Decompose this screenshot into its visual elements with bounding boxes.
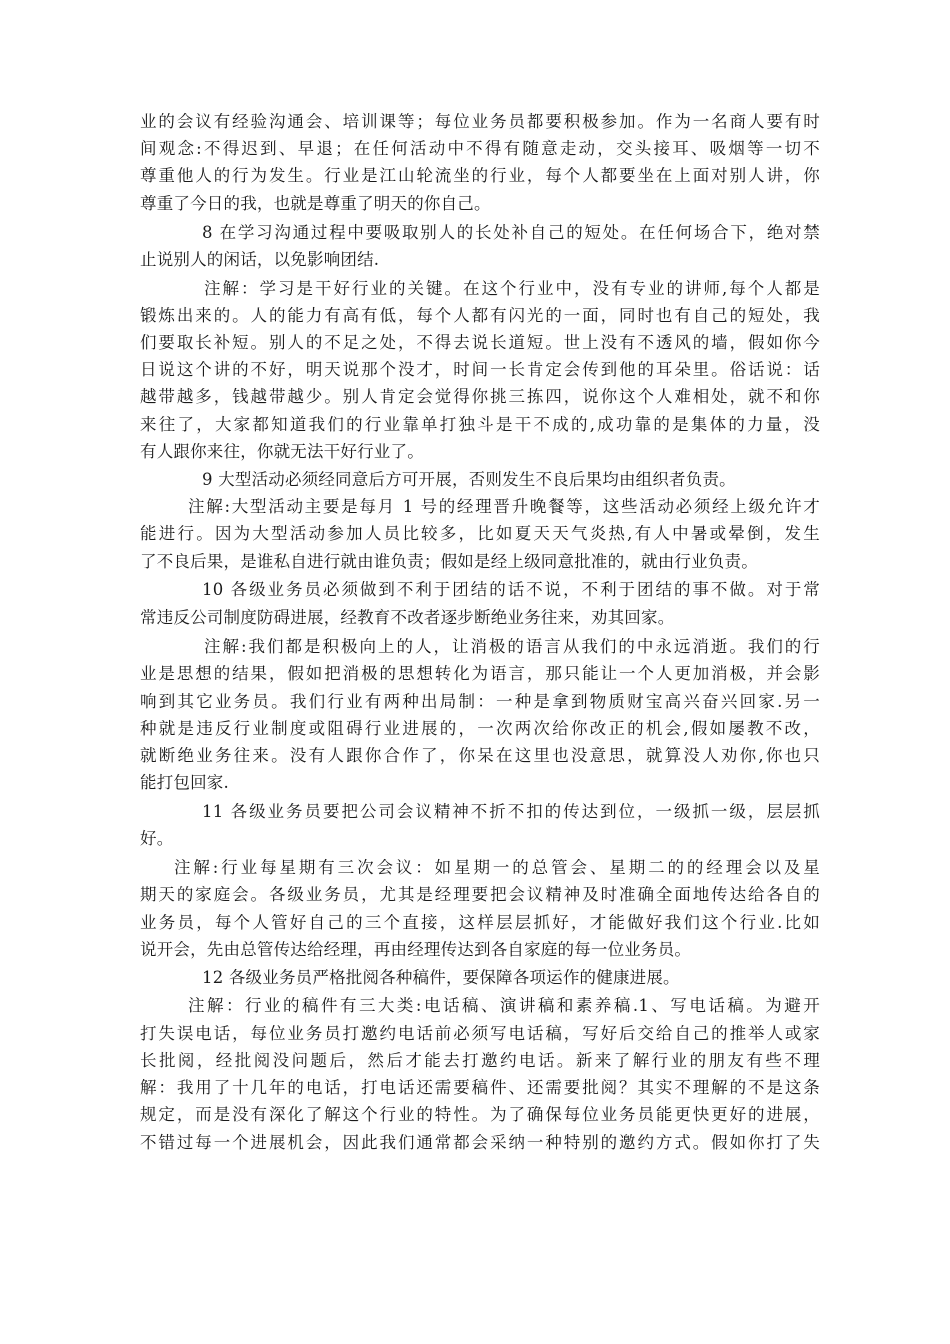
text-line: 注解:大型活动主要是每月 1 号的经理晋升晚餐等，这些活动必须经上级允许才 <box>188 497 820 516</box>
text-line: 说开会，先由总管传达给经理，再由经理传达到各自家庭的每一位业务员。 <box>140 940 692 959</box>
text-line: 不错过每一个进展机会，因此我们通常都会采纳一种特别的邀约方式。假如你打了失 <box>140 1133 820 1152</box>
text-line: 来往了，大家都知道我们的行业靠单打独斗是干不成的,成功靠的是集体的力量，没 <box>140 415 820 434</box>
text-line: 9 大型活动必须经同意后方可开展，否则发生不良后果均由组织者负责。 <box>202 470 736 489</box>
text-line: 注解:我们都是积极向上的人，让消极的语言从我们的中永远消逝。我们的行 <box>204 637 820 656</box>
text-line: 业务员，每个人管好自己的三个直接，这样层层抓好，才能做好我们这个行业.比如 <box>140 913 820 932</box>
text-line: 尊重他人的行为发生。行业是江山轮流坐的行业，每个人都要坐在上面对别人讲，你 <box>140 166 820 185</box>
text-line: 们要取长补短。别人的不足之处，不得去说长道短。世上没有不透风的墙，假如你今 <box>140 333 820 352</box>
text-line: 解：我用了十几年的电话，打电话还需要稿件、还需要批阅？其实不理解的不是这条 <box>140 1078 820 1097</box>
text-line: 能进行。因为大型活动参加人员比较多，比如夏天天气炎热,有人中暑或晕倒，发生 <box>140 524 820 543</box>
text-line: 打失误电话，每位业务员打邀约电话前必须写电话稿，写好后交给自己的推举人或家 <box>140 1024 820 1043</box>
text-line: 10 各级业务员必须做到不利于团结的话不说，不利于团结的事不做。对于常 <box>202 580 820 599</box>
text-line: 日说这个讲的不好，明天说那个没才，时间一长肯定会传到他的耳朵里。俗话说：话 <box>140 360 820 379</box>
text-line: 能打包回家. <box>140 773 229 792</box>
text-line: 常违反公司制度防碍进展，经教育不改者逐步断绝业务往来，劝其回家。 <box>140 608 675 627</box>
text-line: 间观念:不得迟到、早退；在任何活动中不得有随意走动，交头接耳、吸烟等一切不 <box>140 139 820 158</box>
text-line: 注解：行业的稿件有三大类:电话稿、演讲稿和素养稿.1、写电话稿。为避开 <box>188 996 820 1015</box>
text-line: 业的会议有经验沟通会、培训课等；每位业务员都要积极参加。作为一名商人要有时 <box>140 112 820 131</box>
text-line: 了不良后果，是谁私自进行就由谁负责；假如是经上级同意批准的，就由行业负责。 <box>140 552 758 571</box>
text-line: 锻炼出来的。人的能力有高有低，每个人都有闪光的一面，同时也有自己的短处，我 <box>140 306 820 325</box>
text-line: 止说别人的闲话，以免影响团结. <box>140 250 380 269</box>
text-line: 好。 <box>140 829 174 848</box>
text-line: 11 各级业务员要把公司会议精神不折不扣的传达到位，一级抓一级，层层抓 <box>202 802 820 821</box>
text-line: 种就是违反行业制度或阻碍行业进展的，一次两次给你改正的机会,假如屡教不改， <box>140 719 820 738</box>
text-line: 规定，而是没有深化了解这个行业的特性。为了确保每位业务员能更快更好的进展， <box>140 1105 820 1124</box>
text-line: 尊重了今日的我，也就是尊重了明天的你自己。 <box>140 194 491 213</box>
text-line: 有人跟你来往，你就无法干好行业了。 <box>140 442 424 461</box>
text-line: 注解：学习是干好行业的关键。在这个行业中，没有专业的讲师,每个人都是 <box>204 279 820 298</box>
text-line: 响到其它业务员。我们行业有两种出局制：一种是拿到物质财宝高兴奋兴回家.另一 <box>140 692 820 711</box>
text-line: 业是思想的结果，假如把消极的思想转化为语言，那只能让一个人更加消极，并会影 <box>140 664 820 683</box>
text-line: 注解:行业每星期有三次会议：如星期一的总管会、星期二的的经理会以及星 <box>174 858 820 877</box>
text-line: 期天的家庭会。各级业务员，尤其是经理要把会议精神及时准确全面地传达给各自的 <box>140 885 820 904</box>
text-line: 长批阅，经批阅没问题后，然后才能去打邀约电话。新来了解行业的朋友有些不理 <box>140 1051 820 1070</box>
text-line: 12 各级业务员严格批阅各种稿件，要保障各项运作的健康进展。 <box>202 968 680 987</box>
text-line: 就断绝业务往来。没有人跟你合作了，你呆在这里也没意思，就算没人劝你,你也只 <box>140 746 820 765</box>
text-line: 8 在学习沟通过程中要吸取别人的长处补自己的短处。在任何场合下，绝对禁 <box>202 223 820 242</box>
text-line: 越带越多，钱越带越少。别人肯定会觉得你挑三拣四，说你这个人难相处，就不和你 <box>140 387 820 406</box>
